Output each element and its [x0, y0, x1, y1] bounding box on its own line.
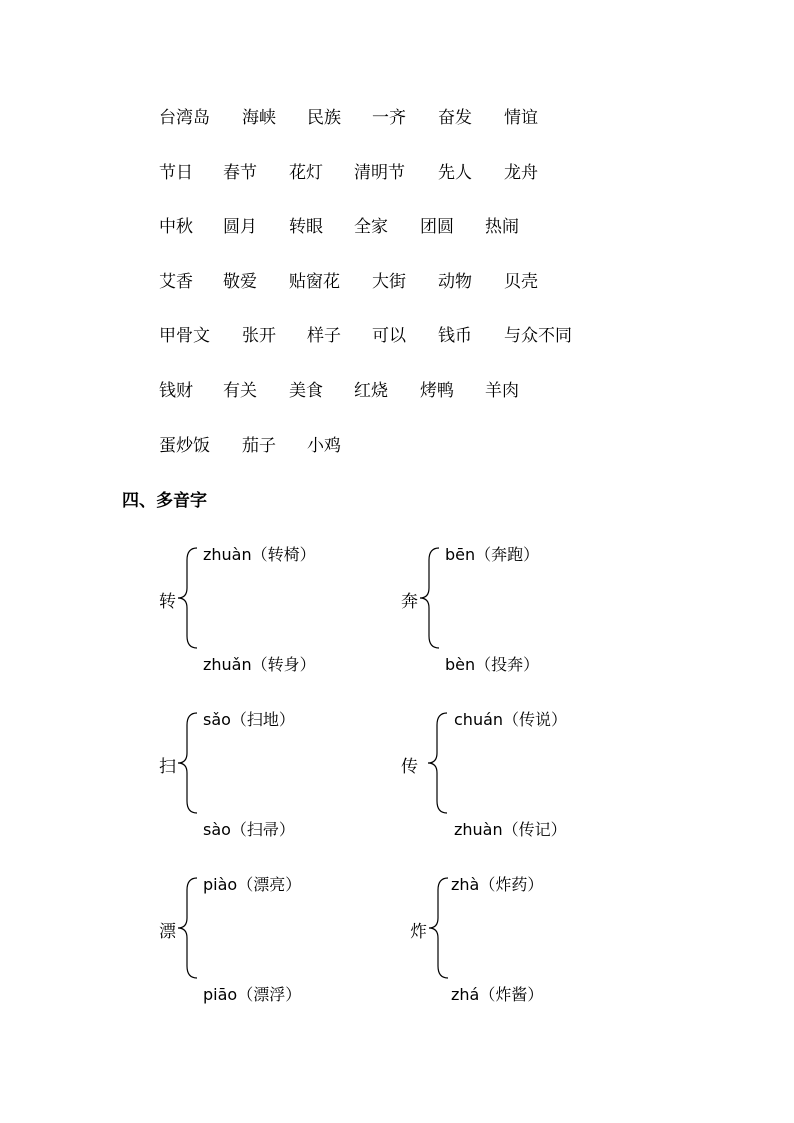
vocab-word: 中秋 — [159, 217, 193, 237]
reading-bottom: zhuǎn（转身） — [203, 655, 316, 674]
vocab-word: 羊肉 — [485, 381, 519, 401]
vocab-word: 节日 — [159, 163, 193, 183]
polyphone-group — [159, 874, 379, 1004]
vocab-word: 大街 — [372, 272, 406, 292]
vocab-word: 有关 — [223, 381, 257, 401]
polyphone-char: 传 — [401, 757, 418, 777]
brace-icon — [426, 876, 452, 980]
vocab-word: 钱财 — [159, 381, 193, 401]
vocab-word: 团圆 — [420, 217, 454, 237]
vocab-word: 奋发 — [438, 108, 472, 128]
reading-bottom: zhá（炸酱） — [451, 985, 544, 1004]
polyphone-char: 漂 — [159, 922, 176, 942]
vocab-word: 春节 — [223, 163, 257, 183]
reading-top: zhuàn（转椅） — [203, 545, 316, 564]
vocab-word: 海峡 — [242, 108, 276, 128]
reading-bottom: bèn（投奔） — [445, 655, 540, 674]
vocab-word: 可以 — [372, 326, 406, 346]
vocab-word: 台湾岛 — [159, 108, 210, 128]
vocab-word: 转眼 — [289, 217, 323, 237]
reading-top: sǎo（扫地） — [203, 710, 295, 729]
vocab-word: 贝壳 — [504, 272, 538, 292]
vocab-word: 贴窗花 — [289, 272, 340, 292]
reading-top: bēn（奔跑） — [445, 545, 540, 564]
vocab-word: 情谊 — [504, 108, 538, 128]
vocab-word: 小鸡 — [307, 436, 341, 456]
polyphone-group — [410, 874, 630, 1004]
brace-icon — [175, 876, 201, 980]
polyphone-char: 奔 — [401, 592, 418, 612]
polyphone-char: 转 — [159, 592, 176, 612]
vocab-word: 红烧 — [354, 381, 388, 401]
polyphone-group — [401, 709, 621, 839]
section-title: 四、多音字 — [122, 491, 207, 511]
polyphone-char: 扫 — [159, 757, 176, 777]
vocab-word: 花灯 — [289, 163, 323, 183]
vocab-word: 龙舟 — [504, 163, 538, 183]
polyphone-group — [159, 709, 379, 839]
brace-icon — [425, 711, 451, 815]
reading-top: piào（漂亮） — [203, 875, 302, 894]
reading-bottom: sào（扫帚） — [203, 820, 295, 839]
vocab-word: 茄子 — [242, 436, 276, 456]
vocab-word: 钱币 — [438, 326, 472, 346]
vocab-word: 圆月 — [223, 217, 257, 237]
polyphone-group — [401, 544, 621, 674]
vocab-word: 美食 — [289, 381, 323, 401]
reading-top: zhà（炸药） — [451, 875, 544, 894]
vocab-word: 敬爱 — [223, 272, 257, 292]
vocab-word: 样子 — [307, 326, 341, 346]
vocab-word: 民族 — [307, 108, 341, 128]
polyphone-char: 炸 — [410, 922, 427, 942]
brace-icon — [175, 546, 201, 650]
vocab-word: 一齐 — [372, 108, 406, 128]
vocab-word: 全家 — [354, 217, 388, 237]
vocab-word: 甲骨文 — [159, 326, 210, 346]
vocab-word: 艾香 — [159, 272, 193, 292]
vocab-word: 与众不同 — [504, 326, 572, 346]
vocab-word: 热闹 — [485, 217, 519, 237]
reading-top: chuán（传说） — [454, 710, 568, 729]
vocab-word: 张开 — [242, 326, 276, 346]
reading-bottom: piāo（漂浮） — [203, 985, 302, 1004]
vocab-word: 烤鸭 — [420, 381, 454, 401]
reading-bottom: zhuàn（传记） — [454, 820, 567, 839]
brace-icon — [175, 711, 201, 815]
vocab-word: 先人 — [438, 163, 472, 183]
brace-icon — [417, 546, 443, 650]
vocab-word: 清明节 — [354, 163, 405, 183]
vocab-word: 蛋炒饭 — [159, 436, 210, 456]
polyphone-group — [159, 544, 379, 674]
vocab-word: 动物 — [438, 272, 472, 292]
